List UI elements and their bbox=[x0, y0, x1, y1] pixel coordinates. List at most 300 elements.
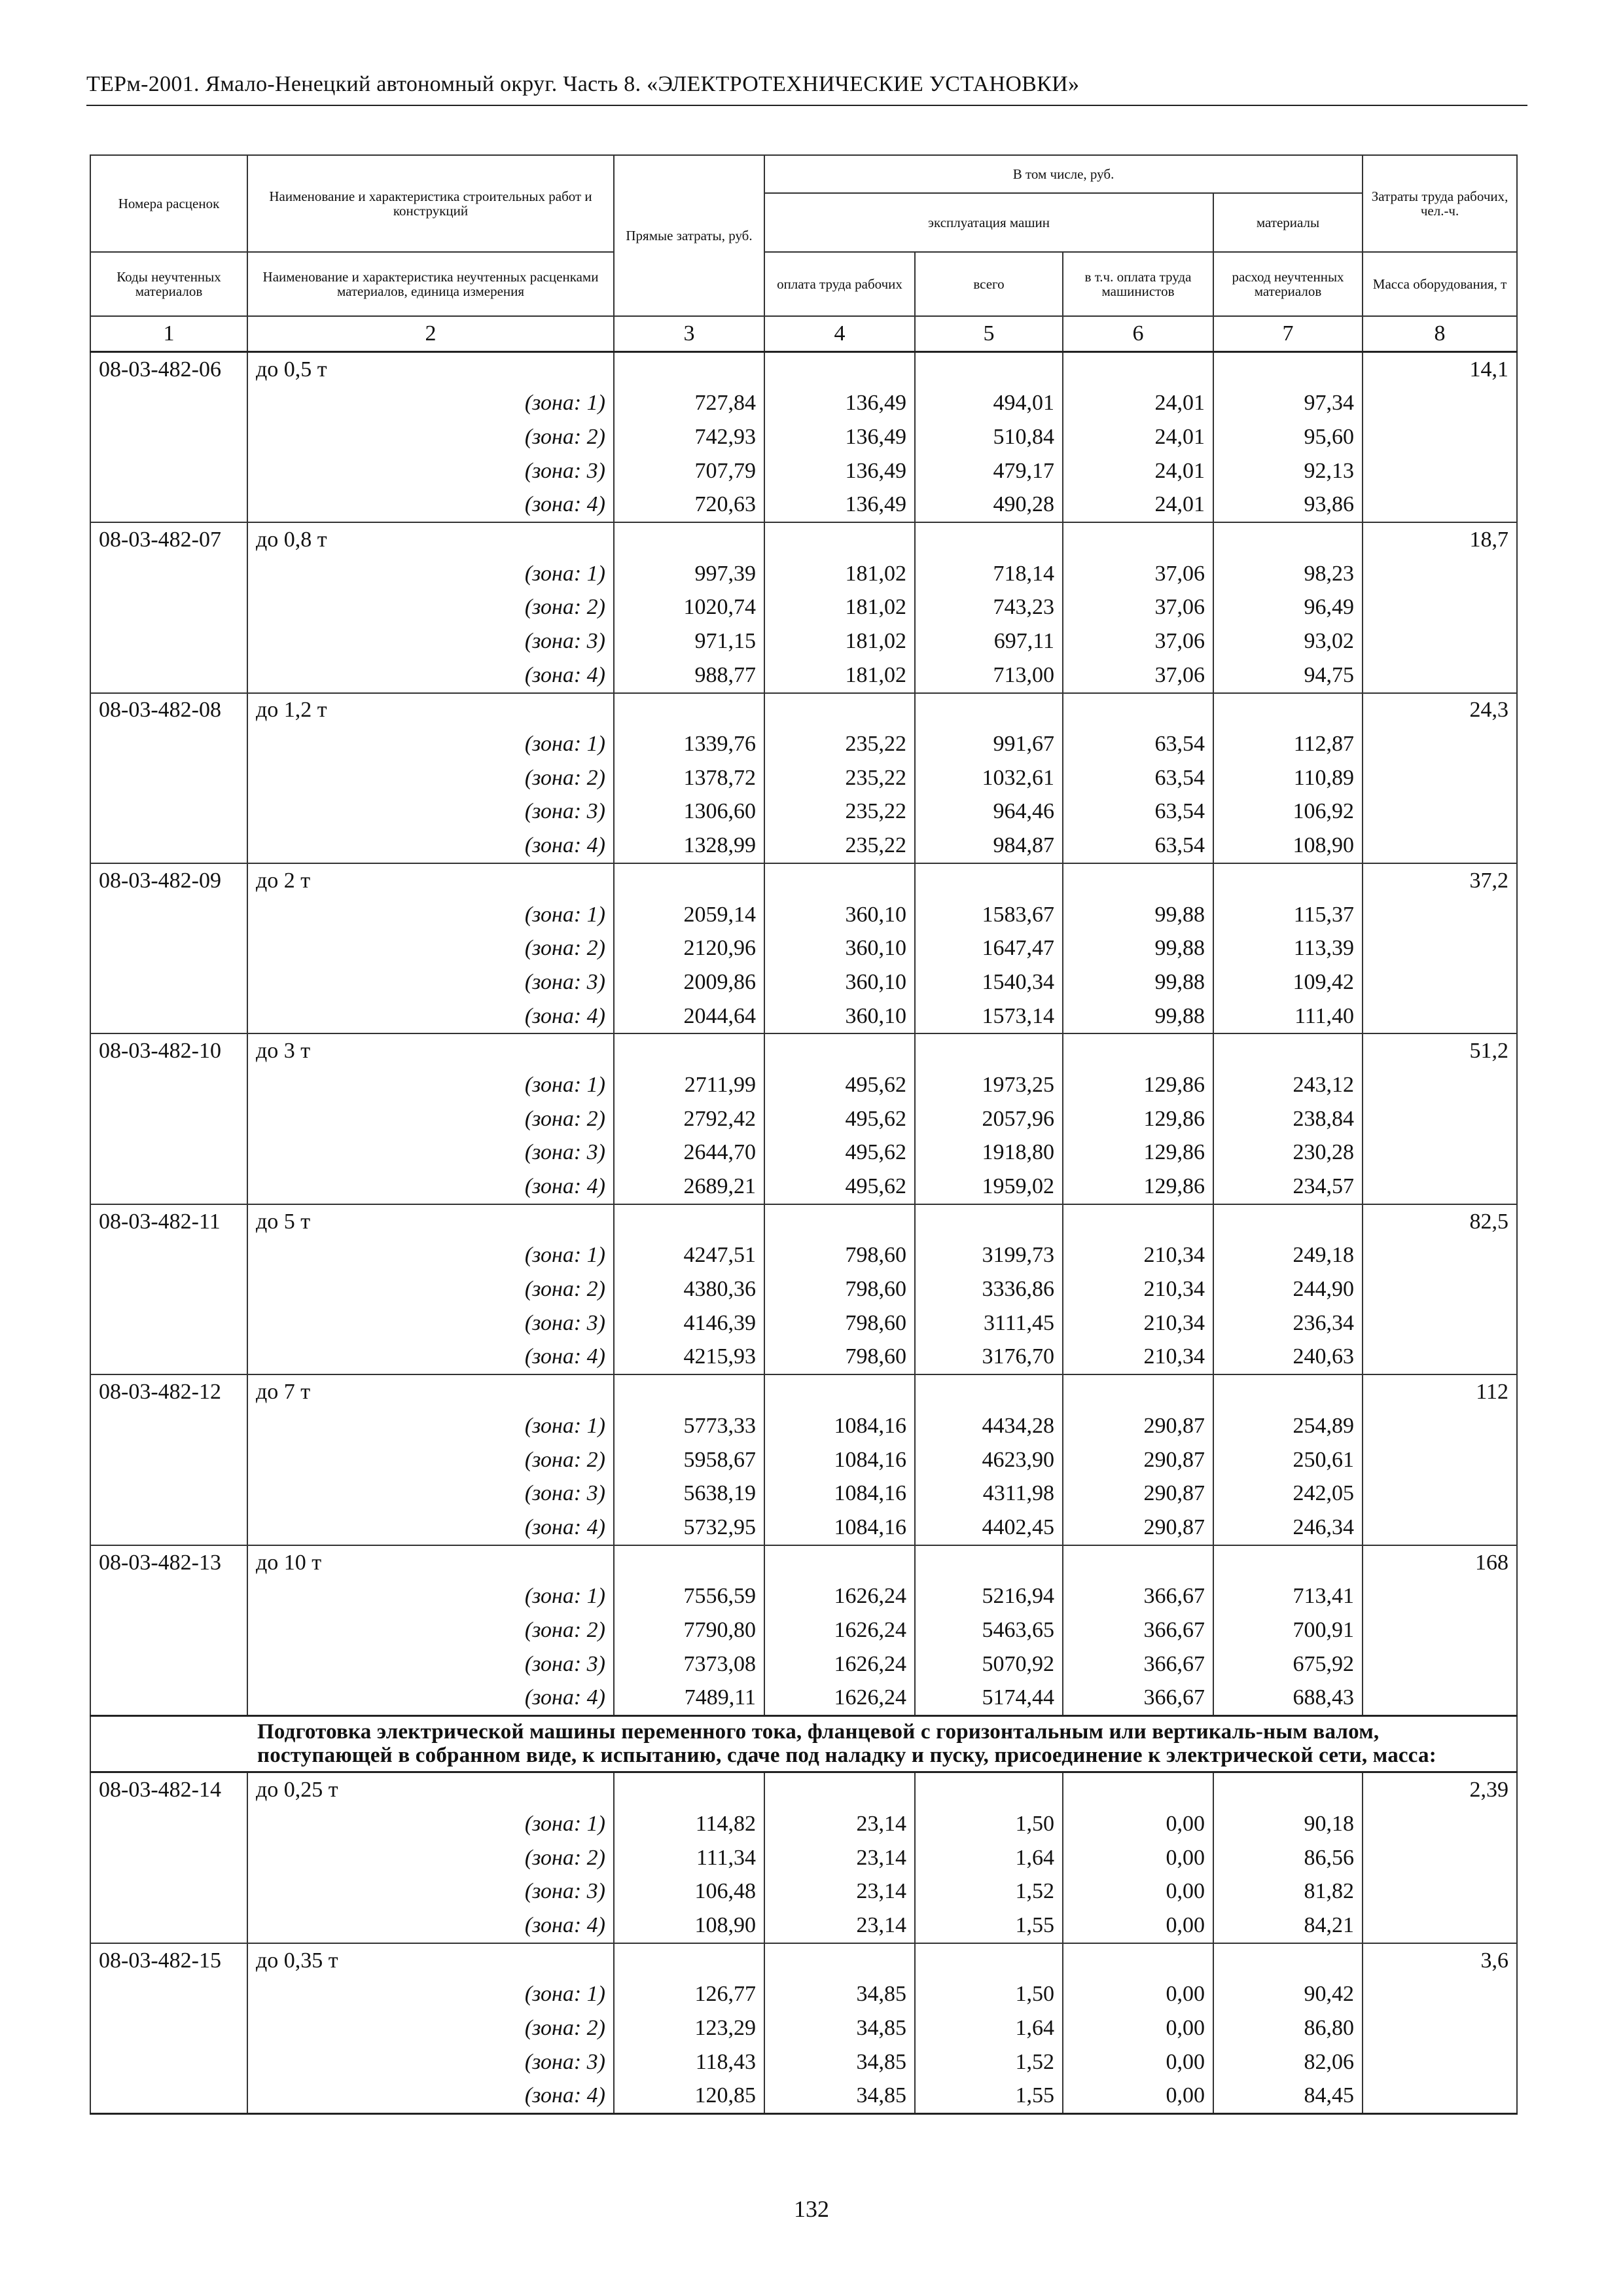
empty-cell bbox=[764, 1033, 915, 1068]
zone-label: (зона: 3) bbox=[247, 1647, 614, 1681]
empty-cell bbox=[1063, 863, 1213, 898]
direct-costs-value: 4146,39 bbox=[614, 1306, 764, 1340]
rate-row bbox=[90, 1204, 1517, 1239]
rate-row bbox=[90, 1772, 1517, 1807]
rate-row bbox=[90, 1545, 1517, 1580]
machinist-pay-value: 24,01 bbox=[1063, 420, 1213, 454]
empty-cell bbox=[90, 1068, 247, 1102]
machinist-pay-value: 129,86 bbox=[1063, 1068, 1213, 1102]
empty-cell bbox=[1363, 488, 1517, 522]
empty-cell bbox=[90, 999, 247, 1034]
empty-cell bbox=[1063, 1943, 1213, 1978]
column-number: 6 bbox=[1063, 316, 1213, 351]
machine-total-value: 743,23 bbox=[915, 591, 1063, 625]
rate-code: 08-03-482-15 bbox=[90, 1943, 247, 1978]
empty-cell bbox=[1363, 1306, 1517, 1340]
empty-cell bbox=[1063, 693, 1213, 728]
machinist-pay-value: 290,87 bbox=[1063, 1409, 1213, 1443]
machine-total-value: 479,17 bbox=[915, 454, 1063, 488]
rate-name: до 5 т bbox=[247, 1204, 614, 1239]
rate-row bbox=[90, 522, 1517, 557]
direct-costs-value: 2644,70 bbox=[614, 1136, 764, 1170]
empty-cell bbox=[1363, 965, 1517, 999]
empty-cell bbox=[90, 488, 247, 522]
zone-label: (зона: 3) bbox=[247, 1136, 614, 1170]
empty-cell bbox=[1063, 522, 1213, 557]
empty-cell bbox=[1213, 522, 1363, 557]
worker-pay-value: 34,85 bbox=[764, 1978, 915, 2012]
empty-cell bbox=[1213, 1772, 1363, 1807]
zone-label: (зона: 2) bbox=[247, 1613, 614, 1647]
machine-total-value: 3176,70 bbox=[915, 1340, 1063, 1375]
empty-cell bbox=[1363, 1170, 1517, 1204]
rate-name: до 1,2 т bbox=[247, 693, 614, 728]
materials-value: 230,28 bbox=[1213, 1136, 1363, 1170]
header-machine-operation: эксплуатация машин bbox=[764, 193, 1213, 252]
rate-code: 08-03-482-12 bbox=[90, 1374, 247, 1409]
materials-value: 246,34 bbox=[1213, 1511, 1363, 1545]
labor-cost: 51,2 bbox=[1363, 1033, 1517, 1068]
empty-cell bbox=[764, 863, 915, 898]
materials-value: 242,05 bbox=[1213, 1477, 1363, 1511]
materials-value: 240,63 bbox=[1213, 1340, 1363, 1375]
empty-cell bbox=[90, 898, 247, 932]
worker-pay-value: 360,10 bbox=[764, 931, 915, 965]
machinist-pay-value: 366,67 bbox=[1063, 1613, 1213, 1647]
zone-label: (зона: 2) bbox=[247, 1102, 614, 1136]
zone-row bbox=[90, 1647, 1517, 1681]
zone-row bbox=[90, 420, 1517, 454]
zone-row bbox=[90, 1477, 1517, 1511]
header-labor-costs: Затраты труда рабочих, чел.-ч. bbox=[1363, 155, 1517, 252]
rate-row bbox=[90, 693, 1517, 728]
zone-label: (зона: 2) bbox=[247, 591, 614, 625]
empty-cell bbox=[1213, 1545, 1363, 1580]
zone-row bbox=[90, 2045, 1517, 2079]
zone-row bbox=[90, 1068, 1517, 1102]
machine-total-value: 1,52 bbox=[915, 2045, 1063, 2079]
materials-value: 95,60 bbox=[1213, 420, 1363, 454]
empty-cell bbox=[764, 1204, 915, 1239]
worker-pay-value: 34,85 bbox=[764, 2079, 915, 2114]
zone-label: (зона: 4) bbox=[247, 2079, 614, 2114]
rate-name: до 10 т bbox=[247, 1545, 614, 1580]
machine-total-value: 1,64 bbox=[915, 1841, 1063, 1875]
empty-cell bbox=[90, 2011, 247, 2045]
machine-total-value: 5463,65 bbox=[915, 1613, 1063, 1647]
zone-label: (зона: 2) bbox=[247, 420, 614, 454]
worker-pay-value: 181,02 bbox=[764, 658, 915, 693]
header-unaccounted-codes: Коды неучтенных материалов bbox=[90, 252, 247, 316]
labor-cost: 2,39 bbox=[1363, 1772, 1517, 1807]
empty-cell bbox=[1213, 351, 1363, 386]
worker-pay-value: 23,14 bbox=[764, 1807, 915, 1841]
direct-costs-value: 5732,95 bbox=[614, 1511, 764, 1545]
empty-cell bbox=[90, 931, 247, 965]
header-rule bbox=[86, 105, 1527, 106]
empty-cell bbox=[1363, 795, 1517, 829]
direct-costs-value: 2792,42 bbox=[614, 1102, 764, 1136]
direct-costs-value: 7790,80 bbox=[614, 1613, 764, 1647]
empty-cell bbox=[1363, 931, 1517, 965]
empty-cell bbox=[90, 1272, 247, 1306]
empty-cell bbox=[90, 2079, 247, 2114]
rate-row bbox=[90, 1033, 1517, 1068]
worker-pay-value: 360,10 bbox=[764, 999, 915, 1034]
empty-cell bbox=[915, 522, 1063, 557]
machine-total-value: 1973,25 bbox=[915, 1068, 1063, 1102]
machine-total-value: 718,14 bbox=[915, 557, 1063, 591]
zone-row bbox=[90, 1443, 1517, 1477]
empty-cell bbox=[1363, 1681, 1517, 1716]
empty-cell bbox=[1363, 386, 1517, 420]
zone-label: (зона: 4) bbox=[247, 658, 614, 693]
empty-cell bbox=[90, 727, 247, 761]
machinist-pay-value: 99,88 bbox=[1063, 999, 1213, 1034]
materials-value: 234,57 bbox=[1213, 1170, 1363, 1204]
materials-value: 93,02 bbox=[1213, 624, 1363, 658]
machine-total-value: 1,52 bbox=[915, 1875, 1063, 1909]
direct-costs-value: 2711,99 bbox=[614, 1068, 764, 1102]
rate-name: до 0,5 т bbox=[247, 351, 614, 386]
zone-label: (зона: 2) bbox=[247, 761, 614, 795]
empty-cell bbox=[1363, 2011, 1517, 2045]
materials-value: 675,92 bbox=[1213, 1647, 1363, 1681]
zone-row bbox=[90, 898, 1517, 932]
zone-label: (зона: 1) bbox=[247, 1409, 614, 1443]
empty-cell bbox=[915, 1772, 1063, 1807]
direct-costs-value: 1378,72 bbox=[614, 761, 764, 795]
materials-value: 94,75 bbox=[1213, 658, 1363, 693]
empty-cell bbox=[90, 1102, 247, 1136]
worker-pay-value: 23,14 bbox=[764, 1875, 915, 1909]
zone-row bbox=[90, 1807, 1517, 1841]
machinist-pay-value: 24,01 bbox=[1063, 488, 1213, 522]
empty-cell bbox=[90, 1875, 247, 1909]
machine-total-value: 4402,45 bbox=[915, 1511, 1063, 1545]
empty-cell bbox=[1363, 420, 1517, 454]
machine-total-value: 490,28 bbox=[915, 488, 1063, 522]
machinist-pay-value: 24,01 bbox=[1063, 386, 1213, 420]
machine-total-value: 3111,45 bbox=[915, 1306, 1063, 1340]
empty-cell bbox=[90, 1613, 247, 1647]
empty-cell bbox=[1363, 1409, 1517, 1443]
empty-cell bbox=[90, 1909, 247, 1943]
materials-value: 93,86 bbox=[1213, 488, 1363, 522]
zone-label: (зона: 1) bbox=[247, 1239, 614, 1273]
empty-cell bbox=[90, 1647, 247, 1681]
empty-cell bbox=[915, 1204, 1063, 1239]
empty-cell bbox=[1213, 1033, 1363, 1068]
zone-row bbox=[90, 1136, 1517, 1170]
direct-costs-value: 5638,19 bbox=[614, 1477, 764, 1511]
direct-costs-value: 114,82 bbox=[614, 1807, 764, 1841]
empty-cell bbox=[90, 1136, 247, 1170]
zone-row bbox=[90, 761, 1517, 795]
machine-total-value: 1,55 bbox=[915, 1909, 1063, 1943]
empty-cell bbox=[90, 1681, 247, 1716]
zone-row bbox=[90, 386, 1517, 420]
column-number: 2 bbox=[247, 316, 614, 351]
zone-label: (зона: 1) bbox=[247, 727, 614, 761]
worker-pay-value: 495,62 bbox=[764, 1068, 915, 1102]
machinist-pay-value: 99,88 bbox=[1063, 898, 1213, 932]
worker-pay-value: 23,14 bbox=[764, 1841, 915, 1875]
materials-value: 249,18 bbox=[1213, 1239, 1363, 1273]
empty-cell bbox=[1363, 1477, 1517, 1511]
rate-row bbox=[90, 1943, 1517, 1978]
empty-cell bbox=[1363, 1068, 1517, 1102]
materials-value: 97,34 bbox=[1213, 386, 1363, 420]
direct-costs-value: 4247,51 bbox=[614, 1239, 764, 1273]
column-number: 8 bbox=[1363, 316, 1517, 351]
zone-row bbox=[90, 2079, 1517, 2114]
machinist-pay-value: 0,00 bbox=[1063, 2079, 1213, 2114]
empty-cell bbox=[1363, 454, 1517, 488]
empty-cell bbox=[1363, 1841, 1517, 1875]
materials-value: 113,39 bbox=[1213, 931, 1363, 965]
machinist-pay-value: 129,86 bbox=[1063, 1170, 1213, 1204]
empty-cell bbox=[90, 1477, 247, 1511]
worker-pay-value: 235,22 bbox=[764, 727, 915, 761]
rates-table bbox=[90, 154, 1518, 2115]
empty-cell bbox=[764, 522, 915, 557]
machinist-pay-value: 0,00 bbox=[1063, 1841, 1213, 1875]
labor-cost: 37,2 bbox=[1363, 863, 1517, 898]
empty-cell bbox=[1063, 351, 1213, 386]
zone-label: (зона: 3) bbox=[247, 454, 614, 488]
empty-cell bbox=[764, 693, 915, 728]
empty-cell bbox=[1363, 1613, 1517, 1647]
empty-cell bbox=[1363, 1443, 1517, 1477]
rate-name: до 0,8 т bbox=[247, 522, 614, 557]
empty-cell bbox=[90, 591, 247, 625]
machinist-pay-value: 37,06 bbox=[1063, 658, 1213, 693]
zone-label: (зона: 4) bbox=[247, 488, 614, 522]
labor-cost: 168 bbox=[1363, 1545, 1517, 1580]
machinist-pay-value: 290,87 bbox=[1063, 1443, 1213, 1477]
machine-total-value: 494,01 bbox=[915, 386, 1063, 420]
zone-row bbox=[90, 1170, 1517, 1204]
zone-label: (зона: 4) bbox=[247, 1681, 614, 1716]
empty-cell bbox=[90, 1306, 247, 1340]
zone-label: (зона: 1) bbox=[247, 1579, 614, 1613]
column-number: 1 bbox=[90, 316, 247, 351]
machinist-pay-value: 37,06 bbox=[1063, 557, 1213, 591]
machinist-pay-value: 0,00 bbox=[1063, 1875, 1213, 1909]
rate-code: 08-03-482-07 bbox=[90, 522, 247, 557]
empty-cell bbox=[1363, 1102, 1517, 1136]
direct-costs-value: 1339,76 bbox=[614, 727, 764, 761]
header-direct-costs: Прямые затраты, руб. bbox=[614, 155, 764, 316]
empty-cell bbox=[915, 351, 1063, 386]
empty-cell bbox=[764, 1772, 915, 1807]
machinist-pay-value: 366,67 bbox=[1063, 1681, 1213, 1716]
worker-pay-value: 136,49 bbox=[764, 454, 915, 488]
column-number: 5 bbox=[915, 316, 1063, 351]
empty-cell bbox=[1063, 1772, 1213, 1807]
direct-costs-value: 111,34 bbox=[614, 1841, 764, 1875]
worker-pay-value: 495,62 bbox=[764, 1170, 915, 1204]
empty-cell bbox=[1363, 1511, 1517, 1545]
direct-costs-value: 106,48 bbox=[614, 1875, 764, 1909]
machine-total-value: 2057,96 bbox=[915, 1102, 1063, 1136]
zone-row bbox=[90, 2011, 1517, 2045]
empty-cell bbox=[1363, 1875, 1517, 1909]
rate-code: 08-03-482-10 bbox=[90, 1033, 247, 1068]
empty-cell bbox=[90, 1579, 247, 1613]
direct-costs-value: 7489,11 bbox=[614, 1681, 764, 1716]
worker-pay-value: 360,10 bbox=[764, 965, 915, 999]
machine-total-value: 4623,90 bbox=[915, 1443, 1063, 1477]
header-worker-pay: оплата труда рабочих bbox=[764, 252, 915, 316]
direct-costs-value: 720,63 bbox=[614, 488, 764, 522]
direct-costs-value: 2120,96 bbox=[614, 931, 764, 965]
machinist-pay-value: 290,87 bbox=[1063, 1511, 1213, 1545]
header-materials: материалы bbox=[1213, 193, 1363, 252]
zone-row bbox=[90, 557, 1517, 591]
zone-label: (зона: 1) bbox=[247, 898, 614, 932]
direct-costs-value: 120,85 bbox=[614, 2079, 764, 2114]
machinist-pay-value: 129,86 bbox=[1063, 1136, 1213, 1170]
rate-row bbox=[90, 1374, 1517, 1409]
empty-cell bbox=[90, 1170, 247, 1204]
zone-label: (зона: 4) bbox=[247, 1511, 614, 1545]
zone-row bbox=[90, 727, 1517, 761]
worker-pay-value: 235,22 bbox=[764, 795, 915, 829]
zone-row bbox=[90, 1579, 1517, 1613]
machinist-pay-value: 210,34 bbox=[1063, 1306, 1213, 1340]
zone-label: (зона: 2) bbox=[247, 1841, 614, 1875]
labor-cost: 24,3 bbox=[1363, 693, 1517, 728]
materials-value: 84,45 bbox=[1213, 2079, 1363, 2114]
direct-costs-value: 1306,60 bbox=[614, 795, 764, 829]
machinist-pay-value: 24,01 bbox=[1063, 454, 1213, 488]
zone-row bbox=[90, 1239, 1517, 1273]
empty-cell bbox=[614, 863, 764, 898]
machinist-pay-value: 63,54 bbox=[1063, 761, 1213, 795]
header-unaccounted-name: Наименование и характеристика неучтенных расценками материалов, единица измерения bbox=[247, 252, 614, 316]
machine-total-value: 1032,61 bbox=[915, 761, 1063, 795]
empty-cell bbox=[1363, 658, 1517, 693]
machinist-pay-value: 210,34 bbox=[1063, 1340, 1213, 1375]
column-number: 3 bbox=[614, 316, 764, 351]
zone-row bbox=[90, 454, 1517, 488]
machinist-pay-value: 37,06 bbox=[1063, 624, 1213, 658]
zone-label: (зона: 4) bbox=[247, 1909, 614, 1943]
worker-pay-value: 181,02 bbox=[764, 557, 915, 591]
empty-cell bbox=[90, 761, 247, 795]
direct-costs-value: 4380,36 bbox=[614, 1272, 764, 1306]
zone-label: (зона: 3) bbox=[247, 624, 614, 658]
zone-row bbox=[90, 1613, 1517, 1647]
labor-cost: 3,6 bbox=[1363, 1943, 1517, 1978]
worker-pay-value: 181,02 bbox=[764, 624, 915, 658]
section-title: Подготовка электрической машины переменного тока, фланцевой с горизонтальным или вертикаль-ным валом, поступающей в собранном виде, к испытанию, сдаче под наладку и пуску, присоединение к электрической сети, масса: bbox=[90, 1716, 1517, 1772]
worker-pay-value: 1084,16 bbox=[764, 1477, 915, 1511]
worker-pay-value: 1084,16 bbox=[764, 1409, 915, 1443]
empty-cell bbox=[1363, 898, 1517, 932]
zone-label: (зона: 1) bbox=[247, 386, 614, 420]
zone-row bbox=[90, 1511, 1517, 1545]
machine-total-value: 5216,94 bbox=[915, 1579, 1063, 1613]
worker-pay-value: 798,60 bbox=[764, 1239, 915, 1273]
worker-pay-value: 34,85 bbox=[764, 2011, 915, 2045]
zone-label: (зона: 4) bbox=[247, 1170, 614, 1204]
empty-cell bbox=[90, 795, 247, 829]
column-number: 4 bbox=[764, 316, 915, 351]
machine-total-value: 1583,67 bbox=[915, 898, 1063, 932]
worker-pay-value: 136,49 bbox=[764, 488, 915, 522]
empty-cell bbox=[90, 1340, 247, 1375]
worker-pay-value: 1084,16 bbox=[764, 1443, 915, 1477]
empty-cell bbox=[1363, 591, 1517, 625]
materials-value: 713,41 bbox=[1213, 1579, 1363, 1613]
empty-cell bbox=[1213, 1374, 1363, 1409]
machinist-pay-value: 0,00 bbox=[1063, 2045, 1213, 2079]
machine-total-value: 4311,98 bbox=[915, 1477, 1063, 1511]
materials-value: 108,90 bbox=[1213, 829, 1363, 863]
materials-value: 243,12 bbox=[1213, 1068, 1363, 1102]
machine-total-value: 4434,28 bbox=[915, 1409, 1063, 1443]
direct-costs-value: 2009,86 bbox=[614, 965, 764, 999]
empty-cell bbox=[1063, 1033, 1213, 1068]
worker-pay-value: 1626,24 bbox=[764, 1613, 915, 1647]
machinist-pay-value: 63,54 bbox=[1063, 795, 1213, 829]
empty-cell bbox=[90, 557, 247, 591]
machine-total-value: 713,00 bbox=[915, 658, 1063, 693]
worker-pay-value: 798,60 bbox=[764, 1272, 915, 1306]
empty-cell bbox=[915, 1943, 1063, 1978]
direct-costs-value: 7556,59 bbox=[614, 1579, 764, 1613]
machinist-pay-value: 99,88 bbox=[1063, 931, 1213, 965]
empty-cell bbox=[1063, 1545, 1213, 1580]
machinist-pay-value: 210,34 bbox=[1063, 1272, 1213, 1306]
machine-total-value: 964,46 bbox=[915, 795, 1063, 829]
machine-total-value: 991,67 bbox=[915, 727, 1063, 761]
machinist-pay-value: 0,00 bbox=[1063, 1807, 1213, 1841]
direct-costs-value: 108,90 bbox=[614, 1909, 764, 1943]
empty-cell bbox=[90, 420, 247, 454]
empty-cell bbox=[614, 1033, 764, 1068]
empty-cell bbox=[1363, 1579, 1517, 1613]
direct-costs-value: 2059,14 bbox=[614, 898, 764, 932]
worker-pay-value: 34,85 bbox=[764, 2045, 915, 2079]
machine-total-value: 3336,86 bbox=[915, 1272, 1063, 1306]
machinist-pay-value: 63,54 bbox=[1063, 727, 1213, 761]
zone-row bbox=[90, 829, 1517, 863]
machine-total-value: 1647,47 bbox=[915, 931, 1063, 965]
zone-label: (зона: 2) bbox=[247, 1272, 614, 1306]
materials-value: 700,91 bbox=[1213, 1613, 1363, 1647]
empty-cell bbox=[1363, 1136, 1517, 1170]
page-number: 132 bbox=[794, 2196, 829, 2222]
worker-pay-value: 136,49 bbox=[764, 386, 915, 420]
machine-total-value: 984,87 bbox=[915, 829, 1063, 863]
empty-cell bbox=[90, 2045, 247, 2079]
zone-row bbox=[90, 1841, 1517, 1875]
labor-cost: 112 bbox=[1363, 1374, 1517, 1409]
header-work-name: Наименование и характеристика строительных работ и конструкций bbox=[247, 155, 614, 252]
materials-value: 109,42 bbox=[1213, 965, 1363, 999]
empty-cell bbox=[90, 1807, 247, 1841]
zone-row bbox=[90, 1681, 1517, 1716]
materials-value: 250,61 bbox=[1213, 1443, 1363, 1477]
empty-cell bbox=[764, 351, 915, 386]
zone-label: (зона: 1) bbox=[247, 1978, 614, 2012]
machine-total-value: 1,50 bbox=[915, 1978, 1063, 2012]
machinist-pay-value: 37,06 bbox=[1063, 591, 1213, 625]
